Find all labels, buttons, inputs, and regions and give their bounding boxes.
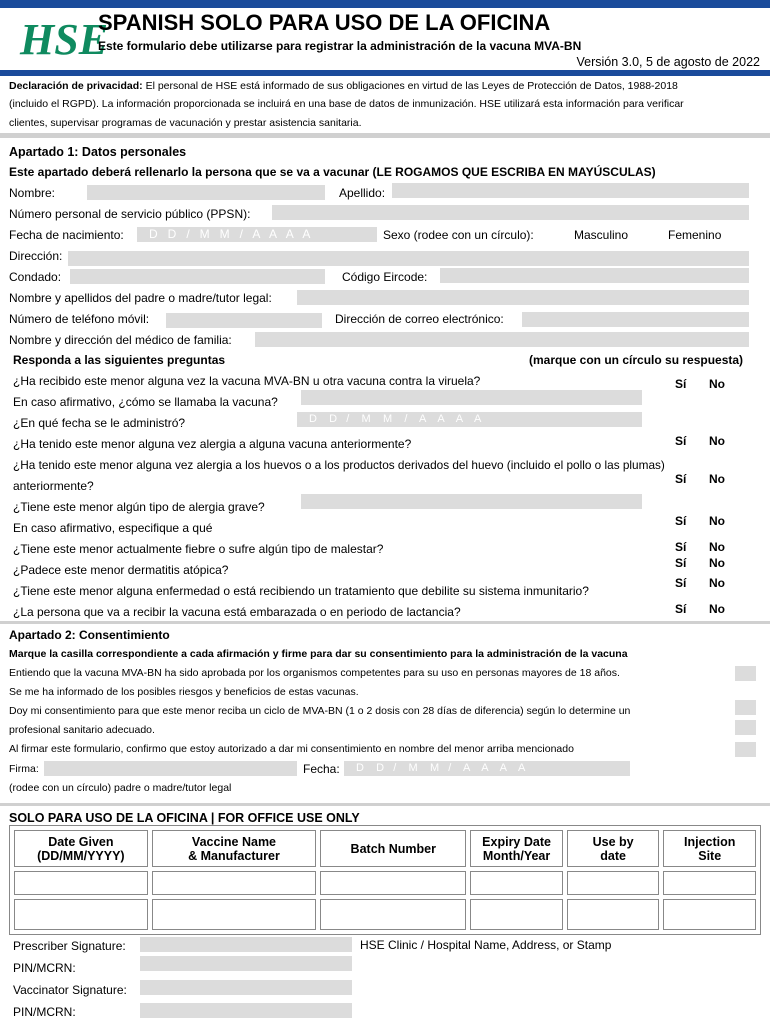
allergy-field[interactable] [301,494,642,509]
padre-label: Nombre y apellidos del padre o madre/tutor legal: [9,291,272,305]
ppsn-field[interactable] [272,205,749,220]
prescriber-label: Prescriber Signature: [13,939,126,953]
divider [0,133,770,138]
condado-field[interactable] [70,269,325,284]
yes-option[interactable]: Sí [675,540,687,554]
no-option[interactable]: No [709,472,725,486]
rodee-text: (rodee con un círculo) padre o madre/tutor legal [9,782,232,794]
nombre-field[interactable] [87,185,325,200]
vaccine-name-field[interactable] [301,390,642,405]
direccion-label: Dirección: [9,249,63,263]
table-cell[interactable] [470,899,563,930]
divider [0,803,770,806]
divider [0,70,770,76]
question-4a: En caso afirmativo, especifique a qué [13,521,213,535]
no-option[interactable]: No [709,377,725,391]
yes-option[interactable]: Sí [675,514,687,528]
vaccinator-field[interactable] [140,980,352,995]
no-option[interactable]: No [709,556,725,570]
direccion-field[interactable] [68,251,749,266]
office-title: SOLO PARA USO DE LA OFICINA | FOR OFFICE USE ONLY [9,811,360,825]
table-cell[interactable] [567,871,660,895]
question-5: ¿Tiene este menor actualmente fiebre o sufre algún tipo de malestar? [13,542,384,556]
yes-option[interactable]: Sí [675,377,687,391]
table-cell[interactable] [663,899,756,930]
consent-4: Al firmar este formulario, confirmo que estoy autorizado a dar mi consentimiento en nombre del menor arriba mencionado [9,743,574,755]
table-row [14,899,756,930]
correo-field[interactable] [522,312,749,327]
consent-2-checkbox[interactable] [735,700,756,715]
yes-option[interactable]: Sí [675,434,687,448]
questions-heading-right: (marque con un círculo su respuesta) [529,353,744,367]
table-cell[interactable] [470,871,563,895]
divider [0,621,770,624]
question-1: ¿Ha recibido este menor alguna vez la vacuna MVA-BN u otra vacuna contra la viruela? [13,374,481,388]
movil-label: Número de teléfono móvil: [9,312,150,326]
consent-4-checkbox[interactable] [735,742,756,757]
section2-title: Apartado 2: Consentimiento [9,628,170,642]
pin-label: PIN/MCRN: [13,1005,76,1019]
pin-field[interactable] [140,1003,352,1018]
medico-label: Nombre y dirección del médico de familia: [9,333,232,347]
section1-title: Apartado 1: Datos personales [9,145,187,159]
version-text: Versión 3.0, 5 de agosto de 2022 [576,55,760,69]
col-expiry-date: Expiry Date Month/Year [470,830,563,867]
hse-logo [18,12,109,64]
firma-label: Firma: [9,763,39,775]
condado-label: Condado: [9,270,62,284]
table-cell[interactable] [567,899,660,930]
table-row [14,871,756,895]
pin-label: PIN/MCRN: [13,961,76,975]
question-3: ¿Ha tenido este menor alguna vez alergia a los huevos o a los productos derivados del huevo (incluido el pollo o las plumas) [13,458,665,472]
consent-1-checkbox[interactable] [735,666,756,681]
consent-2: Se me ha informado de los posibles riesgos y beneficios de estas vacunas. [9,686,359,698]
yes-option[interactable]: Sí [675,576,687,590]
sexo-label: Sexo (rodee con un círculo): [383,228,534,242]
femenino-option[interactable]: Femenino [668,228,722,242]
masculino-option[interactable]: Masculino [574,228,629,242]
prescriber-field[interactable] [140,937,352,952]
questions-heading: Responda a las siguientes preguntas [13,353,226,367]
consent-3: Doy mi consentimiento para que este menor reciba un ciclo de MVA-BN (1 o 2 dosis con 28 días de diferencia) según lo determine un [9,705,631,717]
page-title: SPANISH SOLO PARA USO DE LA OFICINA [98,10,551,35]
eircode-label: Código Eircode: [342,270,428,284]
medico-field[interactable] [255,332,749,347]
question-1b: ¿En qué fecha se le administró? [13,416,186,430]
ppsn-label: Número personal de servicio público (PPSN): [9,207,251,221]
question-4: ¿Tiene este menor algún tipo de alergia grave? [13,500,265,514]
no-option[interactable]: No [709,576,725,590]
svg-text:HSE: HSE [20,15,109,64]
firma-field[interactable] [44,761,297,776]
no-option[interactable]: No [709,434,725,448]
fecha-label: Fecha: [303,762,340,776]
privacy-line-1: Declaración de privacidad: El personal de HSE está informado de sus obligaciones en virtud de las Leyes de Protección de Datos, 1988-2018 [9,80,678,92]
correo-label: Dirección de correo electrónico: [335,312,504,326]
table-cell[interactable] [152,899,317,930]
section2-instruction: Marque la casilla correspondiente a cada afirmación y firme para dar su consentimiento para la administración de la vacuna [9,648,628,660]
question-6: ¿Padece este menor dermatitis atópica? [13,563,229,577]
dob-field[interactable]: D D / M M / A A A A [137,227,377,242]
padre-field[interactable] [297,290,749,305]
table-cell[interactable] [320,871,466,895]
vaccine-date-field[interactable]: D D / M M / A A A A [297,412,642,427]
vaccinator-label: Vaccinator Signature: [13,983,127,997]
question-3-cont: anteriormente? [13,479,94,493]
pin-field[interactable] [140,956,352,971]
col-batch-number: Batch Number [320,830,466,867]
table-cell[interactable] [14,899,148,930]
allergy-detail-field[interactable] [301,517,642,532]
table-cell[interactable] [152,871,317,895]
question-2: ¿Ha tenido este menor alguna vez alergia a alguna vacuna anteriormente? [13,437,412,451]
apellido-field[interactable] [392,183,749,198]
eircode-field[interactable] [440,268,749,283]
no-option[interactable]: No [709,602,725,616]
section1-instruction: Este apartado deberá rellenarlo la persona que se va a vacunar (LE ROGAMOS QUE ESCRIBA EN MAYÚSCULAS) [9,165,656,179]
table-cell[interactable] [663,871,756,895]
office-table [9,825,761,935]
col-injection-site: Injection Site [663,830,756,867]
yes-option[interactable]: Sí [675,602,687,616]
no-option[interactable]: No [709,540,725,554]
question-1a: En caso afirmativo, ¿cómo se llamaba la vacuna? [13,395,278,409]
no-option[interactable]: No [709,514,725,528]
nombre-label: Nombre: [9,186,56,200]
fecha-field[interactable]: D D / M M / A A A A [344,761,630,776]
col-date-given: Date Given (DD/MM/YYYY) [14,830,148,867]
consent-3-cont: profesional sanitario adecuado. [9,724,155,736]
yes-option[interactable]: Sí [675,472,687,486]
dob-label: Fecha de nacimiento: [9,228,124,242]
clinic-label: HSE Clinic / Hospital Name, Address, or Stamp [360,938,612,952]
apellido-label: Apellido: [339,186,386,200]
page-subtitle: Este formulario debe utilizarse para registrar la administración de la vacuna MVA-BN [98,39,582,53]
question-7: ¿Tiene este menor alguna enfermedad o está recibiendo un tratamiento que debilite su sistema inmunitario? [13,584,589,598]
movil-field[interactable] [166,313,322,328]
privacy-line-3: clientes, supervisar programas de vacunación y prestar asistencia sanitaria. [9,117,362,129]
question-8: ¿La persona que va a recibir la vacuna está embarazada o en periodo de lactancia? [13,605,461,619]
yes-option[interactable]: Sí [675,556,687,570]
col-use-by: Use by date [567,830,660,867]
col-vaccine-name: Vaccine Name & Manufacturer [152,830,317,867]
top-bar [0,0,770,8]
table-cell[interactable] [14,871,148,895]
consent-3-checkbox[interactable] [735,720,756,735]
privacy-line-2: (incluido el RGPD). La información proporcionada se incluirá en una base de datos de inmunización. HSE utilizará esta información para verificar [9,98,684,110]
table-cell[interactable] [320,899,466,930]
consent-1: Entiendo que la vacuna MVA-BN ha sido aprobada por los organismos competentes para su uso en personas mayores de 18 años. [9,667,620,679]
